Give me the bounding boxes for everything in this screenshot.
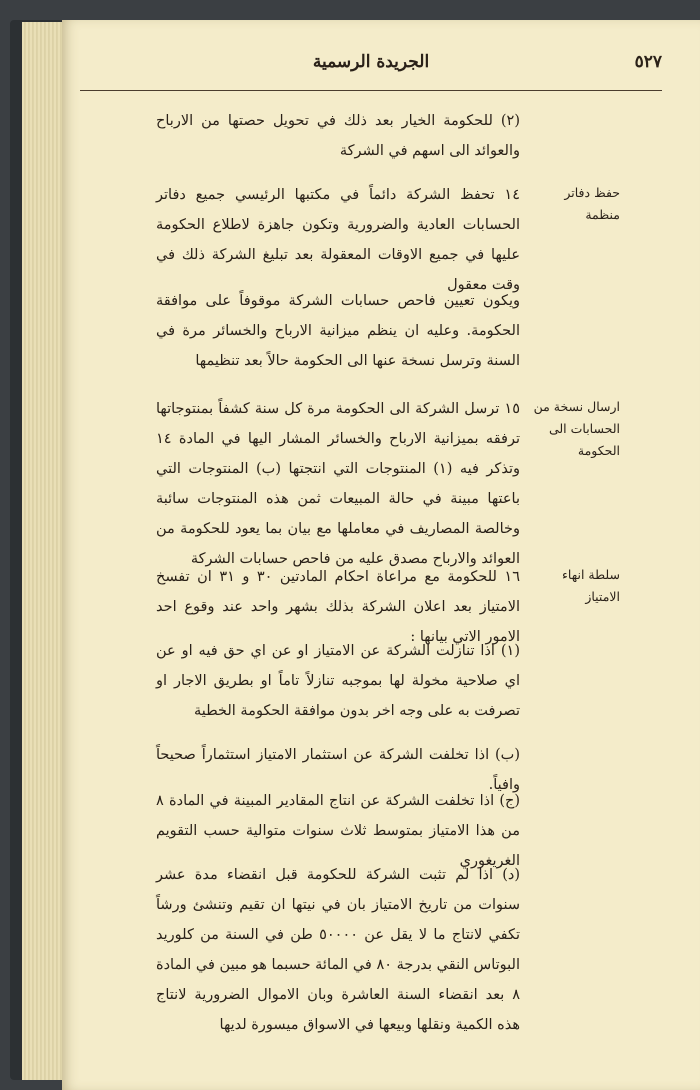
paragraph-article-14: ١٤ تحفظ الشركة دائماً في مكتبها الرئيسي جميع دفاتر الحسابات العادية والضرورية وتكون جاهزة لاطلاع الحكومة عليها في جميع الاوقات المعقولة بعد تبليغ الشركة ذلك في وقت معقول bbox=[156, 187, 520, 293]
clause-d: (د) اذا لم تثبت الشركة للحكومة قبل انقضاء مدة عشر سنوات من تاريخ الامتياز بان في نيتها ان تقيم وتنشئ ورشاً تكفي لانتاج ما لا يقل عن ٥٠٠٠٠ طن في السنة من كلوريد البوتاس النقي بدرجة ٨٠ في المائة حسبما هو مبين في المادة ٨ بعد انقضاء السنة العاشرة وبان الاموال الضرورية لانتاج هذه الكمية ونقلها وبيعها في الاسواق ميسورة لديها bbox=[156, 867, 520, 1033]
clause-c: (ج) اذا تخلفت الشركة عن انتاج المقادير المبينة في المادة ٨ من هذا الامتياز بمتوسط ثلاث سنوات متوالية حسب التقويم الغريغوري bbox=[156, 793, 520, 869]
gazette-title: الجريدة الرسمية bbox=[312, 52, 430, 72]
clause-b: (ب) اذا تخلفت الشركة عن استثمار الامتياز استثماراً صحيحاً وافياً. bbox=[156, 747, 520, 793]
sidenote-bookkeeping: حفظ دفاتر منظمة bbox=[564, 185, 620, 222]
sidenote-send-accounts: ارسال نسخة من الحسابات الى الحكومة bbox=[533, 399, 620, 458]
sidenote-termination: سلطة انهاء الامتياز bbox=[562, 567, 620, 604]
page-number: ٥٢٧ bbox=[634, 52, 662, 72]
paragraph-article-16: ١٦ للحكومة مع مراعاة احكام المادتين ٣٠ و ٣١ ان تفسخ الامتياز بعد اعلان الشركة بذلك بشهر واحد عند وقوع احد الامور الاتي بيانها : bbox=[156, 569, 520, 645]
header-rule bbox=[80, 90, 662, 91]
page-header bbox=[80, 46, 662, 86]
paragraph-auditor: ويكون تعيين فاحص حسابات الشركة موقوفاً على موافقة الحكومة. وعليه ان ينظم ميزانية الارباح والخسائر مرة في السنة وترسل نسخة عنها الى الحكومة حالاً بعد تنظيمها bbox=[156, 293, 520, 369]
paragraph-13-2: (٢) للحكومة الخيار بعد ذلك في تحويل حصتها من الارباح والعوائد الى اسهم في الشركة bbox=[156, 113, 520, 159]
paragraph-article-15: ١٥ ترسل الشركة الى الحكومة مرة كل سنة كشفاً بمنتوجاتها ترفقه بميزانية الارباح والخسائر المشار اليها في المادة ١٤ وتذكر فيه (١) المنتوجات التي انتجتها (ب) المنتوجات التي باعتها مبينة في حالة المبيعات ثمن هذه المنتوجات سائبة وخالصة المصاريف في معاملها مع بيان بما يعود للحكومة من العوائد والارباح مصدق عليه من فاحص حسابات الشركة bbox=[156, 401, 520, 567]
clause-a: (١) اذا تنازلت الشركة عن الامتياز او عن اي حق فيه او عن اي صلاحية مخولة لها بموجبه تنازلاً تاماً او بطريق الاجار او تصرفت به على وجه اخر بدون موافقة الحكومة الخطية bbox=[156, 643, 520, 719]
